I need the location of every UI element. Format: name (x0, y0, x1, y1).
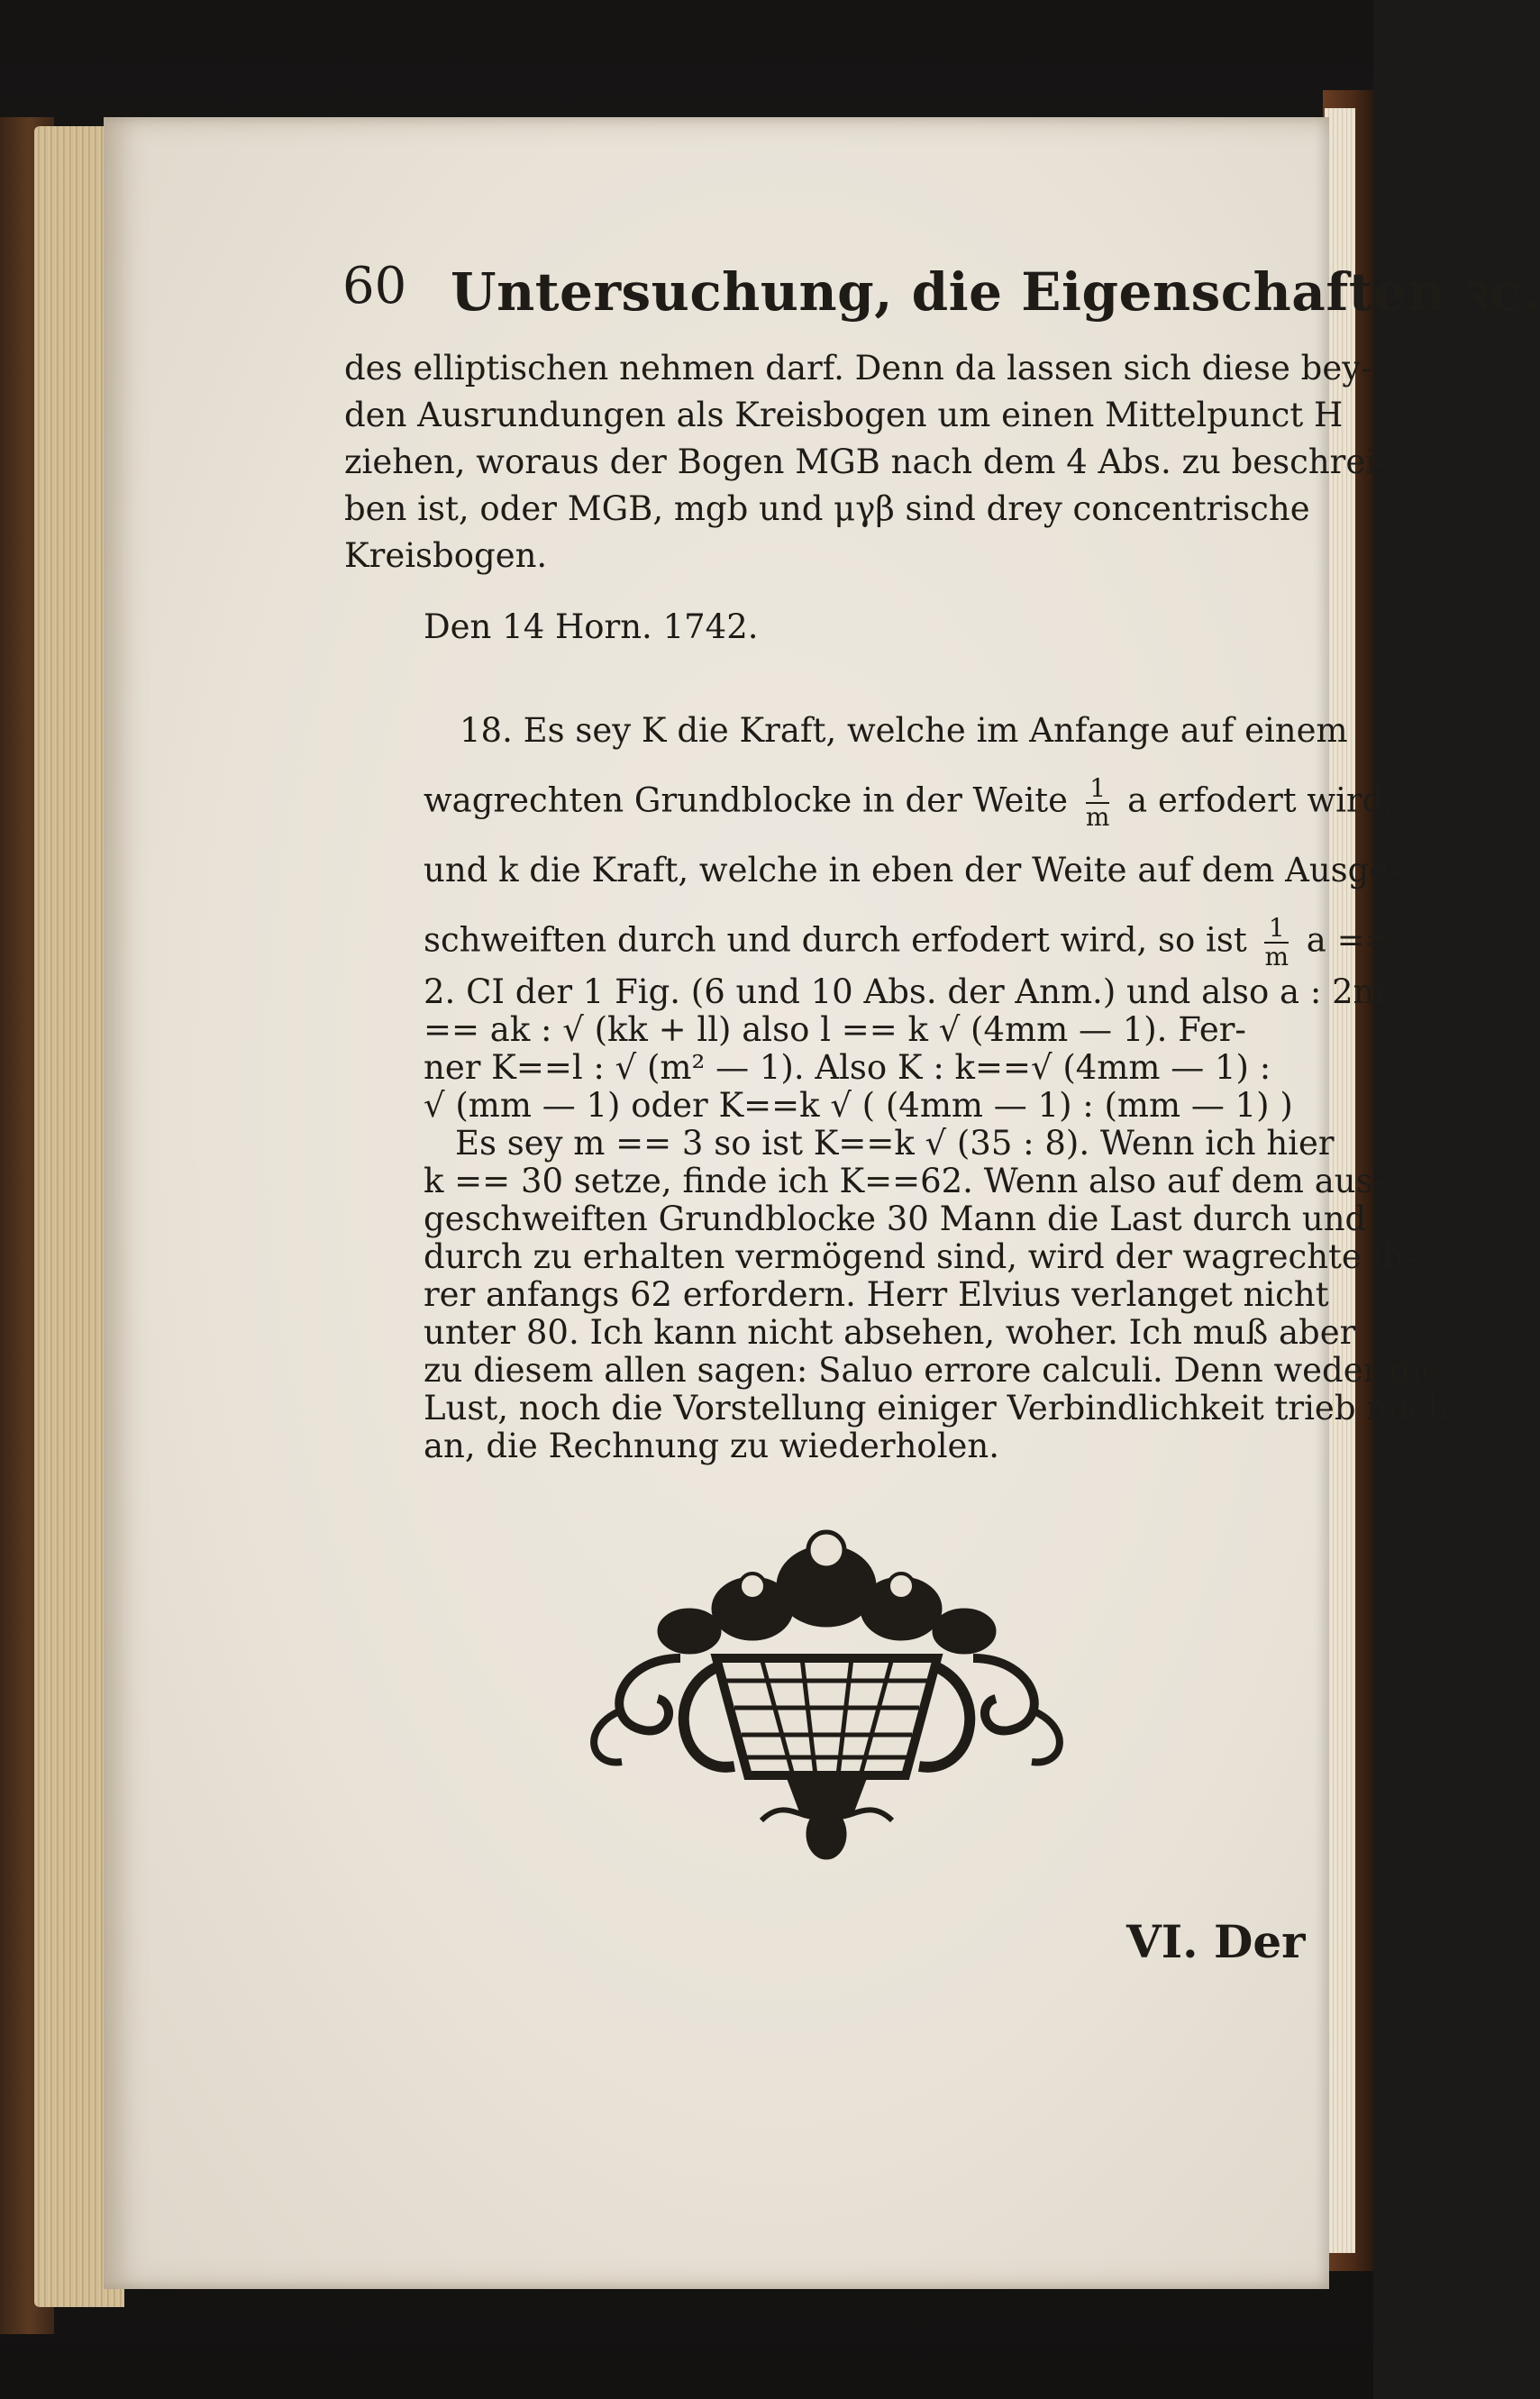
section18-line-2-after: a erfodert wird, (1127, 780, 1395, 820)
section18-line-4-after: a == (1306, 920, 1393, 960)
formula-line-1: 2. CI der 1 Fig. (6 und 10 Abs. der Anm.) und also a : 2m (424, 972, 1385, 1011)
fraction-1-over-m (1086, 775, 1110, 831)
formula-line-6: k == 30 setze, finde ich K==62. Wenn also auf dem aus- (424, 1162, 1385, 1200)
formula-line-8: durch zu erhalten vermögend sind, wird der wagrechte ih- (424, 1237, 1416, 1276)
paragraph1-line-4: ben ist, oder MGB, mgb und μγβ sind drey concentrische (344, 489, 1310, 528)
section18-line-2-before: wagrechten Grundblocke in der Weite (424, 780, 1069, 820)
formula-line-4: √ (mm — 1) oder K==k √ ( (4mm — 1) : (mm — 1) ) (424, 1086, 1293, 1125)
catchword: VI. Der (1126, 1915, 1306, 1968)
section18-line-4-before: schweiften durch und durch erfodert wird, so ist (424, 920, 1247, 960)
section18-line-1: 18. Es sey K die Kraft, welche im Anfange auf einem (460, 711, 1348, 750)
formula-line-5: Es sey m == 3 so ist K==k √ (35 : 8). Wenn ich hier (455, 1124, 1335, 1163)
formula-line-12: Lust, noch die Vorstellung einiger Verbindlichkeit trieb mich (424, 1389, 1449, 1428)
paragraph1-line-2: den Ausrundungen als Kreisbogen um einen Mittelpunct H (344, 396, 1344, 434)
fraction-denominator: m (1085, 802, 1110, 832)
formula-line-2: == ak : √ (kk + ll) also l == k √ (4mm — 1). Fer- (424, 1010, 1246, 1049)
fraction-denominator: m (1264, 942, 1289, 971)
formula-line-9: rer anfangs 62 erfordern. Herr Elvius verlanget nicht (424, 1275, 1329, 1314)
paragraph1-line-3: ziehen, woraus der Bogen MGB nach dem 4 Abs. zu beschrei- (344, 442, 1388, 481)
section18-line-2 (424, 775, 1394, 831)
fraction-numerator: 1 (1264, 915, 1289, 944)
date-line: Den 14 Horn. 1742. (424, 607, 759, 646)
formula-line-13: an, die Rechnung zu wiederholen. (424, 1427, 1000, 1465)
fraction-1-over-m-2 (1264, 915, 1289, 971)
formula-line-7: geschweiften Grundblocke 30 Mann die Last durch und (424, 1200, 1367, 1238)
paragraph1-line-1: des elliptischen nehmen darf. Denn da lassen sich diese bey- (344, 349, 1372, 388)
flower-basket-vignette-icon (581, 1523, 1072, 1875)
paragraph1-line-5: Kreisbogen. (344, 536, 548, 575)
section18-line-4 (424, 915, 1393, 971)
section18-line-3: und k die Kraft, welche in eben der Weite auf dem Ausge- (424, 851, 1400, 889)
formula-line-3: ner K==l : √ (m² — 1). Also K : k==√ (4mm — 1) : (424, 1048, 1271, 1087)
page-number: 60 (342, 257, 407, 315)
running-title: Untersuchung, die Eigenschaften ꝛc. (451, 261, 1540, 323)
formula-line-10: unter 80. Ich kann nicht absehen, woher. Ich muß aber (424, 1313, 1356, 1352)
fraction-numerator: 1 (1086, 775, 1110, 804)
formula-line-11: zu diesem allen sagen: Saluo errore calculi. Denn weder die (424, 1351, 1442, 1390)
